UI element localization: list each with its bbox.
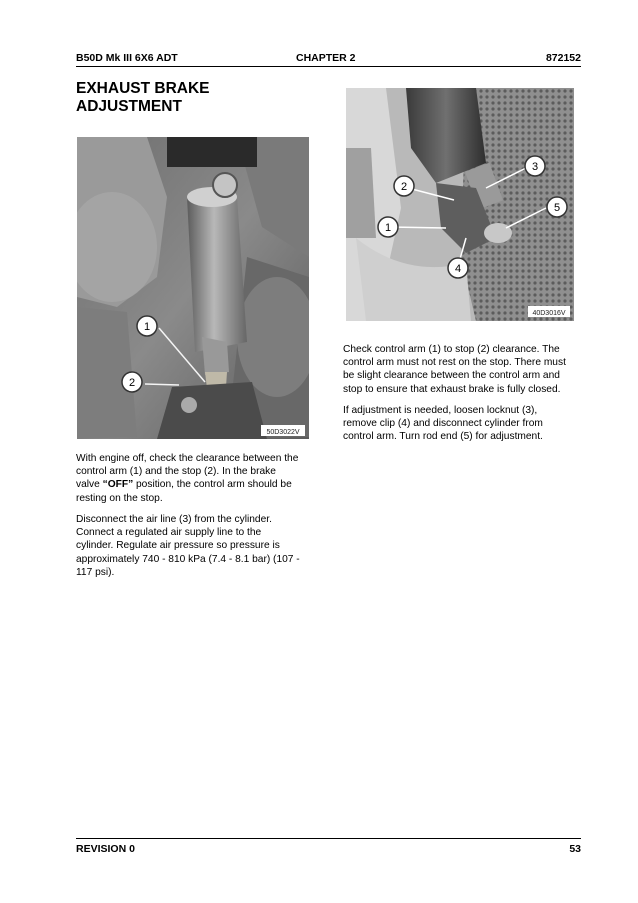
- svg-text:4: 4: [454, 263, 462, 275]
- section-title: [76, 80, 209, 116]
- svg-text:1: 1: [384, 222, 392, 234]
- figure-code: 40D3016V: [532, 310, 566, 317]
- svg-text:5: 5: [553, 202, 561, 214]
- text-line: resting on the stop.: [76, 492, 163, 504]
- section-title-line: ADJUSTMENT: [76, 98, 182, 115]
- header-chapter: CHAPTER 2: [296, 52, 356, 64]
- exhaust-brake-photo-right: [346, 88, 574, 321]
- text-line: control arm must not rest on the stop. There must: [343, 357, 566, 369]
- text-line: control arm (1) and the stop (2). In the brake: [76, 466, 276, 478]
- paragraph-disconnect-air-line: [76, 513, 300, 579]
- svg-text:3: 3: [531, 161, 539, 173]
- text-line: Disconnect the air line (3) from the cylinder.: [76, 514, 272, 525]
- text-line: valve “OFF” position, the control arm should be: [76, 479, 292, 491]
- paragraph-check-control-arm: [343, 343, 566, 396]
- text-line: approximately 740 - 810 kPa (7.4 - 8.1 bar) (107 -: [76, 553, 300, 565]
- header-rule: [76, 66, 581, 67]
- header-doc-number: 872152: [545, 52, 581, 64]
- text-line: remove clip (4) and disconnect cylinder from: [343, 418, 543, 430]
- text-line: With engine off, check the clearance between the: [76, 453, 299, 464]
- text-line: control arm. Turn rod end (5) for adjustment.: [343, 431, 543, 443]
- text-line: Connect a regulated air supply line to the: [76, 527, 262, 539]
- svg-text:2: 2: [400, 181, 408, 193]
- text-line: 117 psi).: [76, 566, 115, 578]
- footer-revision: REVISION 0: [76, 843, 135, 855]
- text-line: If adjustment is needed, loosen locknut (3),: [343, 405, 538, 416]
- figure-code: 50D3022V: [266, 429, 300, 436]
- paragraph-adjustment: [343, 404, 543, 444]
- page-number: 53: [569, 843, 581, 855]
- header-document-title: B50D Mk III 6X6 ADT: [76, 52, 178, 64]
- exhaust-brake-photo-left: [77, 137, 309, 439]
- off-position-label: “OFF”: [102, 479, 134, 491]
- text-line: stop to ensure that exhaust brake is fully closed.: [343, 383, 561, 395]
- svg-text:2: 2: [128, 377, 136, 389]
- text-line: be slight clearance between the control arm and: [343, 370, 560, 382]
- paragraph-check-clearance: [76, 452, 298, 505]
- svg-text:1: 1: [143, 321, 151, 333]
- text-line: Check control arm (1) to stop (2) clearance. The: [343, 344, 560, 355]
- footer-rule: [76, 838, 581, 839]
- section-title-line: EXHAUST BRAKE: [76, 80, 210, 97]
- text-line: cylinder. Regulate air pressure so pressure is: [76, 540, 280, 552]
